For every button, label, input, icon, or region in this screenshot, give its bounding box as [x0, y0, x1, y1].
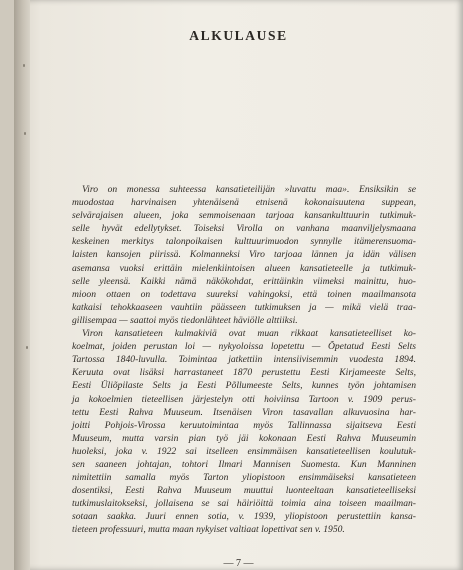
text-line: koelmat, joiden perustan loi — nykyoloissa lopetettu — Õpetatud Eesti Selts: [72, 341, 416, 353]
text-line: mioon ottaen on todettava suureksi vahingoksi, että toinen maailmansota: [72, 288, 416, 300]
body-text: [72, 183, 416, 537]
document-page: [14, 0, 463, 570]
text-line: huoleksi, joka v. 1922 sai itselleen ensimmäisen kansatieteellisen koulutuk-: [72, 445, 416, 457]
text-line: selvärajaisen alueen, joka semmoisenaan tarjoaa kansankulttuurin tutkimuk-: [72, 210, 416, 222]
text-line: tieteen professuuri, mutta maan nykyiset valtiaat lopettivat sen v. 1950.: [72, 524, 345, 536]
text-line: sen saaneen johtajan, tohtori Ilmari Mannisen Suomesta. Kun Manninen: [72, 458, 416, 470]
text-line: katkaisi tehokkaaseen vauhtiin päässeen tutkimuksen ja — mikä vielä traa-: [72, 301, 416, 313]
text-line: muodostaa harvinaisen yhtenäisenä etnisenä kokonaisuutena suppean,: [72, 197, 416, 209]
text-line: Muuseum, mutta varsin pian työ jäi kokonaan Eesti Rahva Muuseumin: [72, 432, 416, 444]
page-number: — 7 —: [223, 558, 254, 569]
text-line: Viron kansatieteen kulmakiviä ovat muan rikkaat kansatieteelliset ko-: [82, 328, 416, 340]
text-line: keskeinen merkitys talonpoikaisen kulttuurimuodon synnylle itämerensuoma-: [72, 236, 416, 248]
book-gutter: [14, 0, 30, 570]
text-line: selle yleensä. Kaikki nämä näkökohdat, erittäinkin viimeksi mainittu, huo-: [72, 275, 416, 287]
page-title: ALKULAUSE: [189, 28, 288, 43]
text-line: joitti Pohjois-Virossa keruutoimintaa myös Tallinnassa sijaitseva Eesti: [72, 419, 416, 431]
text-line: asemansa vuoksi erittäin mielenkiintoisen alueen kansatieteelle ja tutkimuk-: [72, 262, 416, 274]
text-line: dosentiksi, Eesti Rahva Muuseum muuttui luonteeltaan kansatieteelliseksi: [72, 485, 416, 497]
text-line: ja kokoelmien tieteellisen järjestelyn otti hoiviinsa Tartoon v. 1909 perus-: [72, 393, 416, 405]
text-line: nimitettiin samalla myös Tarton yliopistoon ensimmäiseksi kansatieteen: [72, 472, 416, 484]
paper-speck: [23, 64, 25, 67]
text-line: Viro on monessa suhteessa kansatieteilijän »luvattu maa». Ensiksikin se: [82, 184, 416, 195]
paper-speck: [24, 132, 26, 135]
text-line: Keruuta ovat lisäksi harrastaneet 1870 perustettu Eesti Kirjameeste Selts,: [72, 367, 416, 379]
text-line: gillisempaa — saattoi myös tiedonlähteet häviölle alttiiksi.: [72, 314, 298, 326]
text-line: Eesti Üliõpilaste Selts ja Eesti Põllumeeste Selts, kunnes työn johtamisen: [72, 380, 416, 392]
text-line: sotaan saakka. Juuri ennen sotia, v. 1939, yliopistoon perustettiin kansa-: [72, 511, 416, 523]
paper-speck: [26, 346, 28, 349]
text-line: selle hyvät edellytykset. Toiseksi Virolla on vanhana maanviljelysmaana: [72, 223, 416, 235]
text-line: laisten kansojen piirissä. Kolmanneksi Viro tarjoaa lännen ja idän välisen: [72, 249, 416, 261]
text-line: tettu Eesti Rahva Muuseum. Itsenäisen Viron tasavallan alkuvuosina har-: [72, 406, 416, 418]
text-line: Tartossa 1840-luvulla. Toimintaa jatkettiin intensiivisemmin vuodesta 1894.: [72, 354, 416, 366]
text-line: tutkimuslaitokseksi, jollaisena se sai häiriöittä toimia aina toiseen maailman-: [72, 498, 416, 510]
